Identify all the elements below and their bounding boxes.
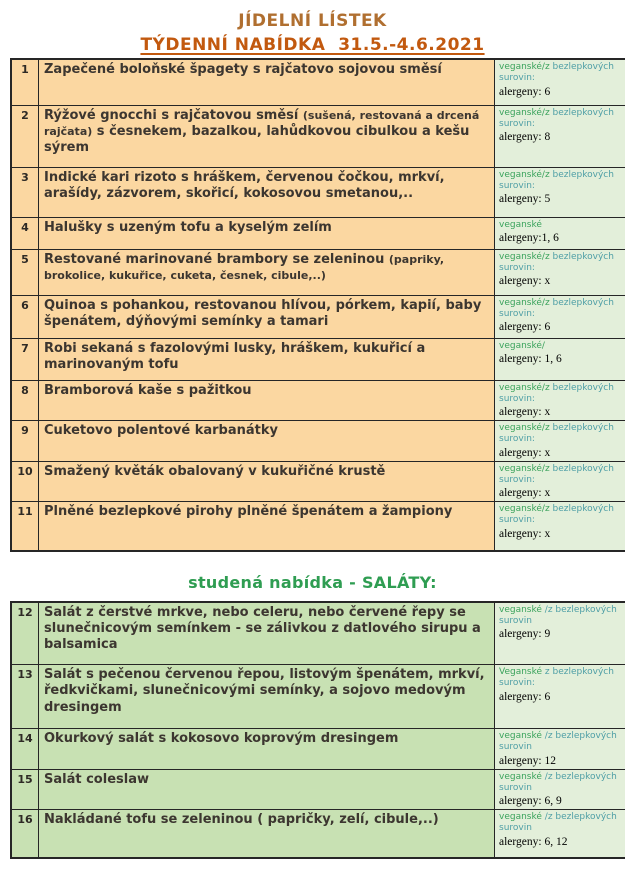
menu-row <box>11 105 625 167</box>
vegan-label-part1: veganské/z <box>499 423 550 433</box>
menu-row <box>11 461 625 502</box>
vegan-label <box>499 108 625 131</box>
vegan-label <box>499 504 625 527</box>
vegan-label-part1: veganské/z <box>499 382 550 393</box>
dish-cell <box>39 380 495 421</box>
salads-table-body <box>11 602 625 858</box>
allergens-label: alergeny: 9 <box>499 628 551 640</box>
vegan-label-part1: veganské <box>499 219 542 230</box>
dish-text: Halušky s uzeným tofu a kyselým zelím <box>44 219 332 235</box>
menu-row <box>11 769 625 810</box>
allergens-label: alergeny: x <box>499 275 551 287</box>
row-number: 14 <box>11 729 39 770</box>
row-number: 4 <box>11 217 39 249</box>
dish-text: Salát s pečenou červenou řepou, listovým špenátem, mrkví, ředkvičkami, slunečnicovými semínky, a sojovo medovým dresingem <box>44 667 485 715</box>
row-number: 11 <box>11 502 39 551</box>
menu-row <box>11 380 625 421</box>
menu-row <box>11 338 625 380</box>
vegan-label-part2: bezlepkových surovin: <box>499 62 614 84</box>
allergens-label: alergeny:1, 6 <box>499 231 559 244</box>
row-number: 15 <box>11 769 39 810</box>
diet-info-cell <box>495 59 625 105</box>
row-number: 5 <box>11 249 39 295</box>
hot-dishes-table-body <box>11 59 625 551</box>
row-number: 13 <box>11 665 39 729</box>
diet-info-cell <box>495 602 625 665</box>
dish-cell <box>39 502 495 551</box>
allergens-label: alergeny: x <box>499 406 551 418</box>
dish-cell <box>39 461 495 502</box>
vegan-label <box>499 298 625 321</box>
vegan-label-part2: /z bezlepkových surovin <box>499 812 617 834</box>
menu-row <box>11 502 625 551</box>
dish-text-after: s česnekem, bazalkou, lahůdkovou cibulkou a kešu sýrem <box>44 123 470 155</box>
vegan-label-part2: bezlepkových surovin: <box>499 382 614 404</box>
dish-text: Salát z čerstvé mrkve, nebo celeru, nebo červené řepy se slunečnicovým semínkem - se zálivkou z datlového sirupu a balsamica <box>44 604 481 652</box>
dish-text: Rýžové gnocchi s rajčatovou směsí <box>44 107 303 123</box>
vegan-label-part2: bezlepkových surovin: <box>499 107 614 129</box>
diet-info-cell <box>495 421 625 462</box>
vegan-label <box>499 667 625 690</box>
menu-row <box>11 295 625 338</box>
vegan-label <box>499 383 625 406</box>
allergens-label: alergeny: 12 <box>499 754 556 767</box>
row-number: 8 <box>11 380 39 421</box>
allergens-label: alergeny: 6 <box>499 690 551 703</box>
allergens-label: alergeny: x <box>499 487 551 499</box>
row-number: 16 <box>11 810 39 858</box>
diet-info-cell <box>495 249 625 295</box>
dish-text: Robi sekaná s fazolovými lusky, hráškem, kukuřicí a marinovaným tofu <box>44 340 426 372</box>
allergens-label: alergeny: x <box>499 446 551 459</box>
menu-row <box>11 59 625 105</box>
diet-info-cell <box>495 810 625 858</box>
salads-table <box>10 601 625 859</box>
vegan-label <box>499 812 625 835</box>
dish-text: Zapečené boloňské špagety s rajčatovo sojovou směsí <box>44 62 442 77</box>
row-number: 10 <box>11 461 39 502</box>
vegan-label <box>499 170 625 193</box>
row-number: 1 <box>11 59 39 105</box>
allergens-label: alergeny: 5 <box>499 193 551 205</box>
vegan-label <box>499 605 625 628</box>
vegan-label-part2: bezlepkových surovin: <box>499 251 614 273</box>
vegan-label-part2: bezlepkových surovin: <box>499 423 614 445</box>
hot-dishes-table <box>10 58 625 552</box>
menu-row <box>11 421 625 462</box>
vegan-label <box>499 62 625 85</box>
vegan-label-part1: veganské/z <box>499 62 550 72</box>
vegan-label-part1: veganské <box>499 812 542 822</box>
dish-cell <box>39 249 495 295</box>
diet-info-cell <box>495 769 625 810</box>
dish-cell <box>39 217 495 249</box>
vegan-label-part2: bezlepkových surovin: <box>499 463 614 485</box>
row-number: 6 <box>11 295 39 338</box>
page-title: JÍDELNÍ LÍSTEK <box>238 11 387 31</box>
vegan-label-part2: bezlepkových surovin: <box>499 297 614 319</box>
dish-text: Indické kari rizoto s hráškem, červenou čočkou, mrkví, arašídy, zázvorem, skořicí, kokosovou smetanou,.. <box>44 169 445 201</box>
dish-cell <box>39 59 495 105</box>
dish-text: Cuketovo polentové karbanátky <box>44 423 278 438</box>
diet-info-cell <box>495 665 625 729</box>
vegan-label-part1: veganské/z <box>499 297 550 308</box>
allergens-label: alergeny: 6, 9 <box>499 795 562 807</box>
dish-text: Bramborová kaše s pažitkou <box>44 382 252 398</box>
menu-row <box>11 249 625 295</box>
vegan-label-part1: veganské <box>499 771 542 782</box>
vegan-label-part2: /z bezlepkových surovin <box>499 771 617 793</box>
menu-row <box>11 665 625 729</box>
vegan-label-part2: /z bezlepkových surovin <box>499 731 617 753</box>
dish-cell <box>39 338 495 380</box>
vegan-label-part1: veganské/z <box>499 169 550 180</box>
vegan-label-part1: veganské <box>499 604 542 615</box>
allergens-label: alergeny: 6 <box>499 321 551 333</box>
dish-text: Quinoa s pohankou, restovanou hlívou, pórkem, kapií, baby špenátem, dýňovými semínky a tamari <box>44 297 482 329</box>
vegan-label-part2: bezlepkových surovin: <box>499 169 614 191</box>
vegan-label <box>499 252 625 275</box>
vegan-label-part1: veganské/ <box>499 340 545 351</box>
row-number: 9 <box>11 421 39 462</box>
dish-text: Okurkový salát s kokosovo koprovým dresingem <box>44 731 399 746</box>
row-number: 12 <box>11 602 39 665</box>
dish-text: Smažený květák obalovaný v kukuřičné krustě <box>44 463 386 479</box>
row-number: 7 <box>11 338 39 380</box>
dish-detail-text: (papriky, brokolice, kukuřice, cuketa, česnek, cibule,..) <box>44 252 445 282</box>
dish-cell <box>39 167 495 217</box>
vegan-label <box>499 731 625 754</box>
dish-text: Plněné bezlepkové pirohy plněné špenátem a žampiony <box>44 504 453 519</box>
vegan-label-part2: /z bezlepkových surovin <box>499 604 617 626</box>
vegan-label <box>499 341 625 352</box>
dish-cell <box>39 602 495 665</box>
diet-info-cell <box>495 729 625 770</box>
menu-row <box>11 729 625 770</box>
diet-info-cell <box>495 105 625 167</box>
vegan-label-part1: veganské/z <box>499 463 550 474</box>
dish-text: Restované marinované brambory se zeleninou <box>44 251 389 267</box>
allergens-label: alergeny: 6, 12 <box>499 835 568 848</box>
dish-text: Salát coleslaw <box>44 771 149 787</box>
diet-info-cell <box>495 461 625 502</box>
salads-section-title: studená nabídka - SALÁTY: <box>188 572 437 592</box>
allergens-label: alergeny: 1, 6 <box>499 352 562 365</box>
vegan-label <box>499 772 625 795</box>
vegan-label-part1: veganské/z <box>499 504 550 514</box>
dish-cell <box>39 810 495 858</box>
dish-cell <box>39 295 495 338</box>
row-number: 2 <box>11 105 39 167</box>
dish-text: Nakládané tofu se zeleninou ( papričky, zelí, cibule,..) <box>44 812 439 827</box>
diet-info-cell <box>495 380 625 421</box>
row-number: 3 <box>11 167 39 217</box>
dish-detail-text: (sušená, restovaná a drcená rajčata) <box>44 108 480 138</box>
diet-info-cell <box>495 295 625 338</box>
vegan-label-part1: veganské/z <box>499 251 550 262</box>
vegan-label-part2: bezlepkových surovin: <box>499 504 614 526</box>
allergens-label: alergeny: x <box>499 527 551 540</box>
diet-info-cell <box>495 217 625 249</box>
page-header <box>0 0 625 58</box>
dish-cell <box>39 665 495 729</box>
dish-cell <box>39 769 495 810</box>
dish-cell <box>39 729 495 770</box>
vegan-label <box>499 220 625 231</box>
vegan-label-part1: veganské <box>499 731 542 741</box>
week-subtitle: TÝDENNÍ NABÍDKA 31.5.-4.6.2021 <box>140 35 485 55</box>
menu-row <box>11 167 625 217</box>
vegan-label-part1: Veganské <box>499 667 543 677</box>
menu-row <box>11 602 625 665</box>
vegan-label <box>499 423 625 446</box>
diet-info-cell <box>495 167 625 217</box>
diet-info-cell <box>495 502 625 551</box>
allergens-label: alergeny: 6 <box>499 85 551 98</box>
menu-row <box>11 217 625 249</box>
vegan-label <box>499 464 625 487</box>
dish-cell <box>39 105 495 167</box>
allergens-label: alergeny: 8 <box>499 131 551 143</box>
vegan-label-part1: veganské/z <box>499 107 550 118</box>
menu-row <box>11 810 625 858</box>
vegan-label-part2: z bezlepkových surovin: <box>499 667 614 689</box>
dish-cell <box>39 421 495 462</box>
diet-info-cell <box>495 338 625 380</box>
